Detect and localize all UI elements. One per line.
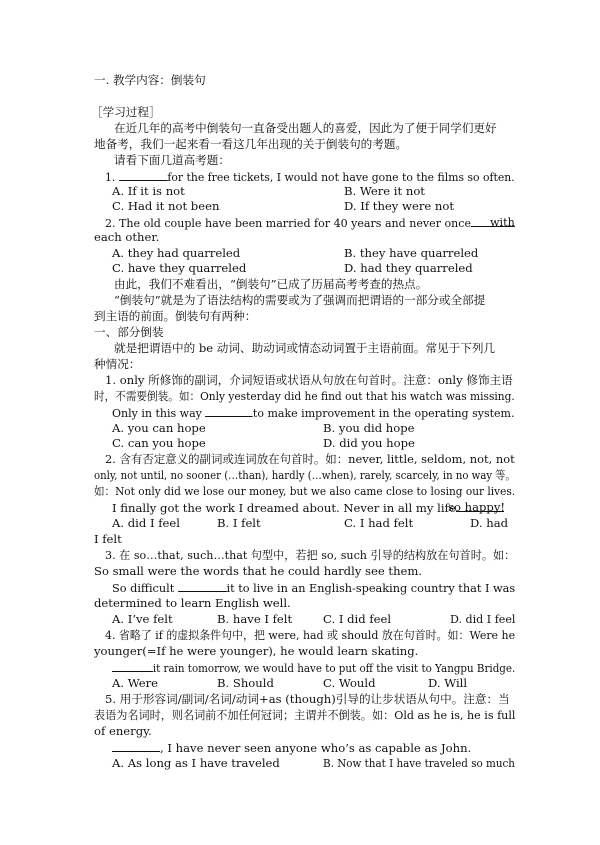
rule5-line-3: of energy.: [94, 724, 152, 738]
intro-line-3: 请看下面几道高考题：: [114, 153, 230, 167]
rule5-option-b: B. Now that I have traveled so much: [323, 756, 515, 770]
rule2-option-b: B. I felt: [217, 516, 261, 530]
q2-option-c: C. have they quarreled: [112, 261, 247, 275]
section-title-process: ［学习过程］: [91, 105, 161, 119]
rule5-line-1: 5. 用于形容词/副词/名词/动词+as (though)引导的让步状语从句中。注意：当: [105, 692, 510, 706]
rule4-option-c: C. Would: [323, 676, 376, 690]
rule2-option-a: A. did I feel: [112, 516, 180, 530]
lesson-heading: 一. 教学内容：倒装句: [94, 73, 206, 87]
q1-option-c: C. Had it not been: [112, 199, 220, 213]
rule4-line-1: 4. 省略了 if 的虚拟条件句中，把 were, had 或 should 放在句首时。如：Were he: [105, 628, 516, 642]
q2-stem-with: with: [490, 215, 515, 229]
rule1-line-2: 时，不需要倒装。如：Only yesterday did he find out that his watch was missing.: [94, 389, 515, 403]
rule1-blank: [205, 405, 253, 417]
rule4-example: it rain tomorrow, we would have to put off the visit to Yangpu Bridge.: [112, 660, 515, 676]
rule1-line-1: 1. only 所修饰的副词，介词短语或状语从句放在句首时。注意：only 修饰主语: [105, 373, 513, 387]
rule3-example-line-2: determined to learn English well.: [94, 596, 291, 610]
q2-option-d: D. had they quarreled: [344, 261, 473, 275]
rule1-option-a: A. you can hope: [112, 421, 206, 435]
rule3-option-a: A. I’ve felt: [112, 612, 173, 626]
rule3-line-2: So small were the words that he could hardly see them.: [94, 564, 423, 578]
intro-line-2: 地备考，我们一起来看一看这几年出现的关于倒装句的考题。: [94, 137, 408, 151]
rule5-line-2: 表语为名词时，则名词前不加任何冠词；主谓并不倒装。如：Old as he is, he is full: [94, 708, 516, 722]
conclusion-line: 由此，我们不难看出，“倒装句”已成了历届高考考查的热点。: [114, 277, 428, 291]
q2-option-b: B. they have quarreled: [344, 246, 479, 260]
rule4-option-b: B. Should: [217, 676, 274, 690]
rule2-line-1: 2. 含有否定意义的副词或连词放在句首时。如：never, little, seldom, not, not: [105, 452, 515, 466]
rule2-option-d-cont: I felt: [94, 532, 122, 546]
q1-option-a: A. If it is not: [112, 184, 185, 198]
rule4-option-a: A. Were: [112, 676, 158, 690]
rule2-line-3: 如：Not only did we lose our money, but we also came close to losing our lives.: [94, 484, 516, 498]
rule4-blank: [112, 660, 153, 672]
rule3-option-d: D. did I feel: [450, 612, 516, 626]
rule5-blank: [112, 740, 160, 752]
rule3-option-b: B. have I felt: [217, 612, 293, 626]
definition-line-1: “倒装句”就是为了语法结构的需要或为了强调而把谓语的一部分或全部提: [114, 293, 486, 307]
definition-line-2: 到主语的前面。倒装句有两种：: [94, 309, 257, 323]
rule3-blank: [178, 580, 227, 592]
q2-stem-line-1: 2. The old couple have been married for 40 years and never once: [105, 215, 515, 231]
rule2-example-end: so happy!: [448, 500, 506, 514]
part-desc-line-2: 种情况：: [94, 357, 141, 371]
intro-line-1: 在近几年的高考中倒装句一直备受出题人的喜爱，因此为了便于同学们更好: [114, 121, 497, 135]
q2-option-a: A. they had quarreled: [112, 246, 241, 260]
rule1-option-d: D. did you hope: [323, 436, 415, 450]
rule2-example: I finally got the work I dreamed about. Never in all my life: [112, 500, 504, 516]
rule4-option-d: D. Will: [428, 676, 468, 690]
rule2-option-d: D. had: [470, 516, 509, 530]
q2-stem-line-2: each other.: [94, 230, 160, 244]
q1-blank: [119, 169, 168, 181]
q1-stem: 1. for the free tickets, I would not have gone to the films so often.: [105, 170, 515, 184]
rule3-option-c: C. I did feel: [323, 612, 392, 626]
rule2-option-c: C. I had felt: [344, 516, 414, 530]
part-inversion-title: 一、部分倒装: [94, 325, 164, 339]
rule5-option-a: A. As long as I have traveled: [112, 756, 280, 770]
q1-option-d: D. If they were not: [344, 199, 455, 213]
rule5-example: , I have never seen anyone who’s as capable as John.: [112, 740, 471, 756]
rule1-option-b: B. you did hope: [323, 421, 415, 435]
rule1-option-c: C. can you hope: [112, 436, 206, 450]
rule1-example: Only in this way to make improvement in the operating system.: [112, 406, 515, 420]
part-desc-line-1: 就是把谓语中的 be 动词、助动词或情态动词置于主语前面。常见于下列几: [114, 341, 496, 355]
rule3-line-1: 3. 在 so…that, such…that 句型中，若把 so, such 引导的结构放在句首时。如：: [105, 548, 516, 562]
rule2-line-2: only, not until, no sooner (…than), hardly (…when), rarely, scarcely, in no way 等。: [94, 468, 516, 482]
q1-option-b: B. Were it not: [344, 184, 425, 198]
rule4-line-2: younger(=If he were younger), he would learn skating.: [94, 644, 419, 658]
rule3-example: So difficult it to live in an English-speaking country that I was: [112, 581, 516, 595]
